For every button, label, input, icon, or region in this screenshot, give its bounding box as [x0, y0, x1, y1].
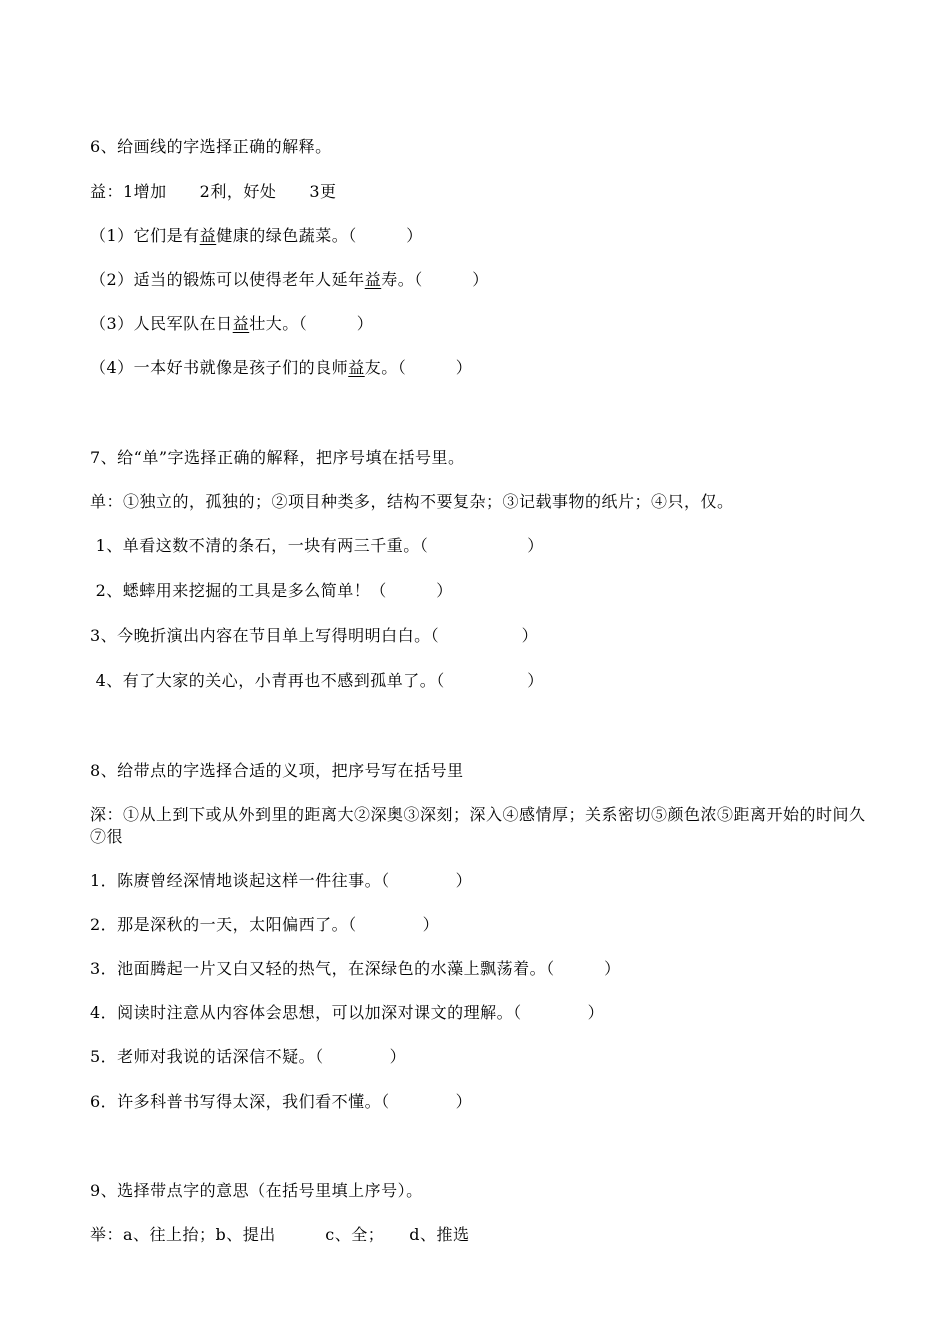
q6-item-3: （3）人民军队在日益壮大。（ ）: [90, 314, 374, 333]
underlined-char: 益: [348, 358, 365, 377]
q6-item-4: （4）一本好书就像是孩子们的良师益友。（ ）: [90, 358, 473, 377]
q8-definitions: 深：①从上到下或从外到里的距离大②深奥③深刻；深入④感情厚；关系密切⑤颜色浓⑤距离开始的时间久 ⑦很: [90, 805, 866, 846]
q8-title: 8、给带点的字选择合适的义项，把序号写在括号里: [90, 761, 464, 780]
q9-definitions: 举：a、往上抬；b、提出 c、全； d、推选: [90, 1225, 470, 1244]
q7-item-2: 2、蟋蟀用来挖掘的工具是多么简单！（ ）: [90, 581, 453, 600]
underlined-char: 益: [232, 314, 250, 333]
q8-item-6: 6．许多科普书写得太深，我们看不懂。（ ）: [90, 1092, 473, 1111]
q7-item-3: 3、今晚折演出内容在节目单上写得明明白白。（ ）: [90, 626, 539, 645]
q8-item-1: 1．陈赓曾经深情地谈起这样一件往事。（ ）: [90, 871, 473, 890]
q8-item-3: 3．池面腾起一片又白又轻的热气，在深绿色的水藻上飘荡着。（ ）: [90, 959, 621, 978]
underlined-char: 益: [364, 270, 382, 289]
q8-item-2: 2．那是深秋的一天，太阳偏西了。（ ）: [90, 915, 440, 934]
underlined-char: 益: [199, 226, 217, 245]
q7-title: 7、给“单”字选择正确的解释，把序号填在括号里。: [90, 448, 465, 467]
q7-item-1: 1、单看这数不清的条石，一块有两三千重。（ ）: [90, 536, 544, 555]
q6-definitions: 益：1增加 2利，好处 3更: [90, 182, 337, 201]
q6-title: 6、给画线的字选择正确的解释。: [90, 137, 332, 156]
q6-item-1: （1）它们是有益健康的绿色蔬菜。（ ）: [90, 226, 423, 245]
q6-item-2: （2）适当的锻炼可以使得老年人延年益寿。（ ）: [90, 270, 489, 289]
q7-definitions: 单：①独立的，孤独的；②项目种类多，结构不要复杂；③记载事物的纸片；④只，仅。: [90, 492, 734, 511]
q8-item-5: 5．老师对我说的话深信不疑。（ ）: [90, 1047, 407, 1066]
q7-item-4: 4、有了大家的关心，小青再也不感到孤单了。（ ）: [90, 671, 544, 690]
q9-title: 9、选择带点字的意思（在括号里填上序号）。: [90, 1181, 423, 1200]
q8-item-4: 4．阅读时注意从内容体会思想，可以加深对课文的理解。（ ）: [90, 1003, 605, 1022]
